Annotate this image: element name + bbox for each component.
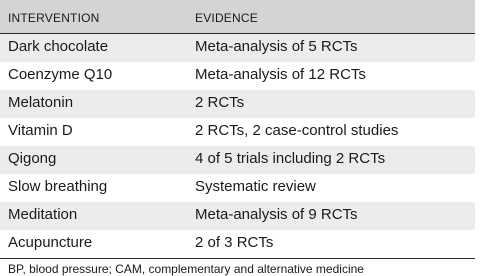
header-intervention: INTERVENTION bbox=[8, 11, 100, 25]
intervention-cell: Coenzyme Q10 bbox=[8, 66, 113, 83]
evidence-cell: 2 RCTs bbox=[195, 94, 245, 111]
evidence-cell: 2 RCTs, 2 case-control studies bbox=[195, 122, 399, 139]
table-footnote: BP, blood pressure; CAM, complementary and alternative medicine bbox=[8, 262, 364, 276]
intervention-cell: Slow breathing bbox=[8, 178, 108, 195]
table-row bbox=[0, 230, 475, 258]
table-row bbox=[0, 90, 475, 118]
table-row bbox=[0, 146, 475, 174]
evidence-cell: Meta-analysis of 12 RCTs bbox=[195, 66, 366, 83]
table-row bbox=[0, 62, 475, 90]
intervention-cell: Meditation bbox=[8, 206, 78, 223]
evidence-cell: 2 of 3 RCTs bbox=[195, 234, 274, 251]
table-row bbox=[0, 34, 475, 62]
intervention-cell: Qigong bbox=[8, 150, 57, 167]
intervention-cell: Melatonin bbox=[8, 94, 74, 111]
intervention-cell: Acupuncture bbox=[8, 234, 93, 251]
intervention-cell: Dark chocolate bbox=[8, 38, 109, 55]
table-bottom-rule bbox=[0, 258, 475, 259]
intervention-cell: Vitamin D bbox=[8, 122, 73, 139]
header-evidence: EVIDENCE bbox=[195, 11, 258, 25]
table-row bbox=[0, 118, 475, 146]
table-row bbox=[0, 174, 475, 202]
table-header-row bbox=[0, 0, 475, 34]
evidence-cell: Meta-analysis of 5 RCTs bbox=[195, 38, 358, 55]
table-row bbox=[0, 202, 475, 230]
evidence-cell: Systematic review bbox=[195, 178, 316, 195]
evidence-cell: Meta-analysis of 9 RCTs bbox=[195, 206, 358, 223]
evidence-cell: 4 of 5 trials including 2 RCTs bbox=[195, 150, 386, 167]
